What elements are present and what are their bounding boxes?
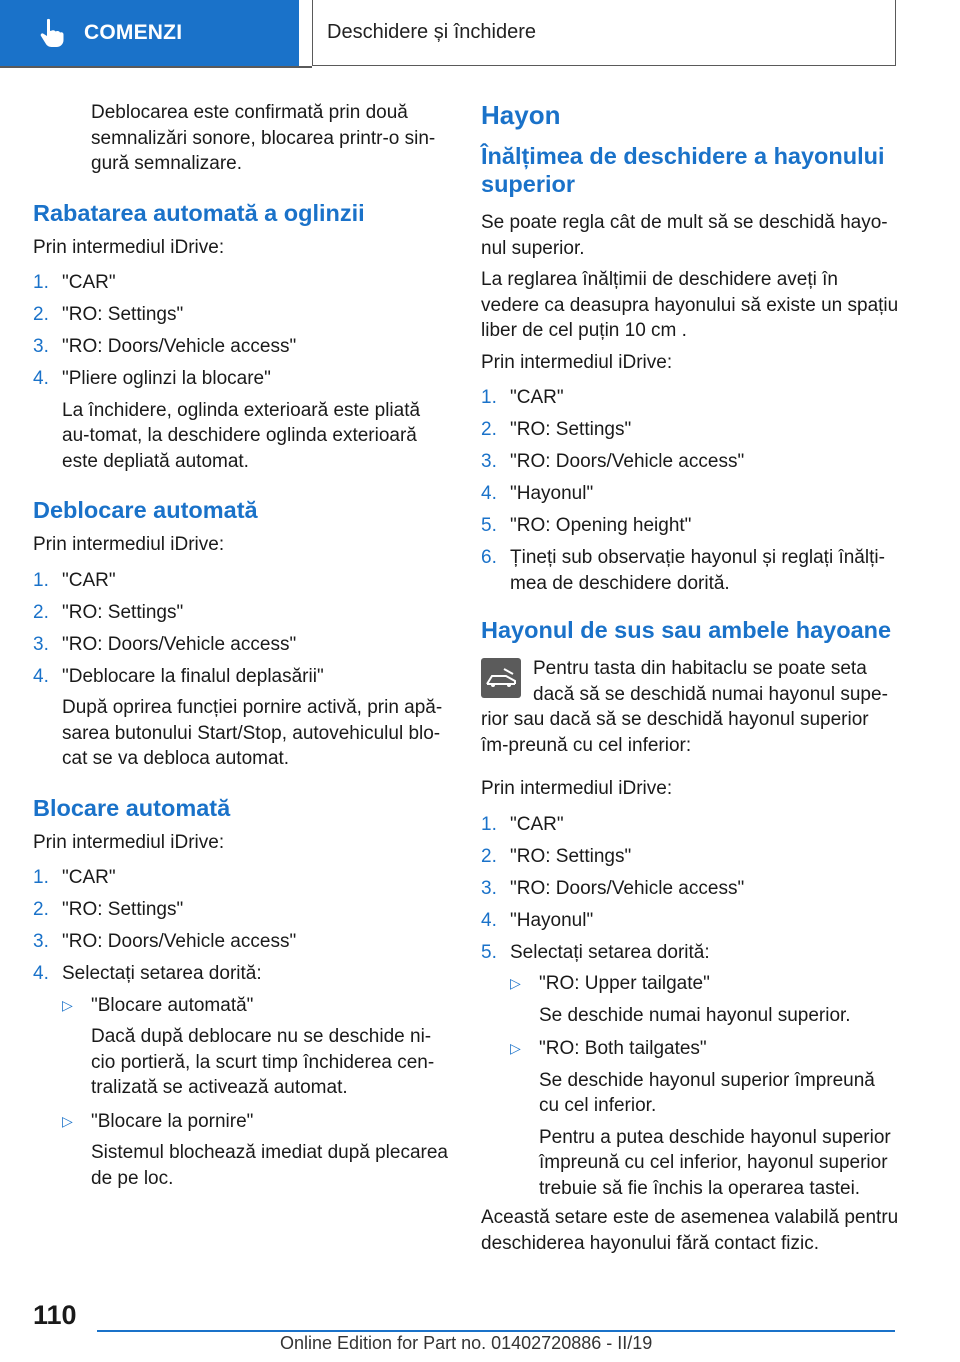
step-description: La închidere, oglinda exterioară este pliată au-tomat, la deschidere oglinda exterioară este depliată automat.	[62, 399, 421, 472]
list-item	[33, 897, 451, 923]
section-heading-auto-lock: Blocare automată	[33, 794, 231, 821]
list-item	[481, 908, 899, 934]
tailgate-options	[510, 971, 899, 1201]
section-heading-mirrors: Rabatarea automată a oglinzii	[33, 199, 365, 226]
list-item	[33, 568, 451, 594]
paragraph: La reglarea înălțimii de deschidere aveți în vedere ca deasupra hayonului să existe un spațiu liber de cel puțin 10 cm .	[481, 269, 899, 341]
list-item	[481, 812, 899, 838]
list-item	[62, 993, 451, 1101]
step-text: "RO: Settings"	[510, 845, 632, 867]
auto-lock-options	[62, 993, 451, 1192]
step-text: "CAR"	[62, 867, 116, 888]
auto-unlock-steps	[33, 568, 451, 772]
step-text: "Hayonul"	[510, 909, 594, 931]
list-item	[481, 844, 899, 870]
step-number: 1.	[481, 387, 497, 408]
option-text: "Blocare la pornire"	[91, 1110, 254, 1132]
list-item	[481, 417, 899, 443]
step-text: "Deblocare la finalul deplasării"	[62, 665, 324, 687]
triangle-bullet-icon: ▷	[62, 996, 73, 1013]
step-number: 4.	[33, 665, 49, 687]
option-description: Se deschide numai hayonul superior.	[539, 1004, 851, 1026]
paragraph: Se poate regla cât de mult să se deschidă hayo-nul superior.	[481, 212, 888, 259]
step-description: După oprirea funcției pornire activă, prin apă-sarea butonului Start/Stop, autovehiculul blo-cat se va debloca automat.	[62, 697, 443, 769]
step-text: Selectați setarea dorită:	[62, 963, 262, 984]
step-number: 2.	[33, 899, 49, 920]
option-note: Pentru a putea deschide hayonul superior împreună cu cel inferior, hayonul superior trebuie să fie închis la operarea tastei.	[539, 1126, 891, 1199]
list-item	[33, 600, 451, 626]
page-header	[0, 0, 960, 68]
upper-or-both-steps	[481, 812, 899, 1202]
section-heading-auto-unlock: Deblocare automată	[33, 497, 258, 523]
step-text: "Pliere oglinzi la blocare"	[62, 368, 271, 389]
step-number: 2.	[33, 304, 49, 325]
step-number: 4.	[33, 963, 49, 984]
triangle-bullet-icon: ▷	[510, 975, 521, 991]
subsection-heading-opening-height: Înălțimea de deschidere a hayonului superior	[481, 143, 885, 197]
section-tab-label: Deschidere și închidere	[327, 21, 536, 43]
list-item	[481, 940, 899, 1202]
step-text: "RO: Settings"	[62, 899, 184, 920]
step-number: 3.	[481, 877, 497, 899]
page-number: 110	[33, 1300, 77, 1330]
step-number: 4.	[33, 368, 49, 389]
step-number: 2.	[33, 601, 49, 623]
step-number: 5.	[481, 941, 497, 963]
edition-label: Online Edition for Part no. 01402720886 - II/19	[280, 1333, 653, 1353]
idrive-intro: Prin intermediul iDrive:	[481, 351, 673, 373]
step-text: "CAR"	[62, 272, 116, 293]
opening-height-steps	[481, 385, 899, 596]
auto-lock-steps	[33, 865, 451, 1191]
step-text: "RO: Settings"	[510, 419, 632, 440]
list-item	[33, 366, 451, 474]
step-number: 1.	[33, 272, 49, 293]
step-number: 3.	[481, 451, 497, 472]
list-item	[481, 513, 899, 539]
list-item	[481, 545, 899, 596]
closing-paragraph: Această setare este de asemenea valabilă pentru deschiderea hayonului fără contact fizic.	[481, 1207, 899, 1254]
step-text: "CAR"	[510, 813, 564, 835]
triangle-bullet-icon: ▷	[510, 1040, 521, 1056]
list-item	[33, 664, 451, 772]
list-item	[33, 334, 451, 360]
step-number: 1.	[481, 813, 497, 835]
chapter-tab[interactable]	[0, 0, 299, 66]
option-text: "RO: Both tailgates"	[539, 1038, 707, 1059]
idrive-intro: Prin intermediul iDrive:	[481, 778, 673, 799]
step-text: "RO: Settings"	[62, 304, 184, 325]
list-item	[62, 1109, 451, 1192]
idrive-intro: Prin intermediul iDrive:	[33, 236, 225, 258]
step-text: "Hayonul"	[510, 483, 594, 504]
option-description: Se deschide hayonul superior împreună cu cel inferior.	[539, 1069, 875, 1116]
idrive-intro: Prin intermediul iDrive:	[33, 831, 225, 853]
list-item	[33, 865, 451, 891]
header-divider	[0, 66, 312, 68]
step-number: 1.	[33, 867, 49, 888]
step-text: "CAR"	[510, 387, 564, 408]
note-text: Pentru tasta din habitaclu se poate seta dacă să se deschidă numai hayonul supe-rior sau dacă să se deschidă hayonul superior îm-preună cu cel inferior:	[481, 658, 888, 756]
step-text: "RO: Doors/Vehicle access"	[62, 931, 297, 952]
list-item	[510, 1036, 899, 1201]
step-number: 4.	[481, 483, 497, 504]
step-number: 4.	[481, 909, 497, 931]
step-number: 1.	[33, 569, 49, 591]
intro-paragraph: Deblocarea este confirmată prin două semnalizări sonore, blocarea printr-o sin-gură semnalizare.	[91, 102, 436, 174]
subsection-heading-upper-or-both: Hayonul de sus sau ambele hayoane	[481, 617, 892, 643]
triangle-bullet-icon: ▷	[62, 1112, 73, 1129]
step-text: "RO: Opening height"	[510, 515, 692, 536]
section-tab[interactable]	[312, 0, 896, 66]
list-item	[33, 632, 451, 658]
option-description: Dacă după deblocare nu se deschide ni-cio portieră, la scurt timp închiderea cen-tralizată se activează automat.	[91, 1026, 435, 1098]
step-number: 2.	[481, 419, 497, 440]
step-text: "RO: Doors/Vehicle access"	[510, 451, 745, 472]
footer-divider	[97, 1330, 895, 1332]
step-text: "RO: Doors/Vehicle access"	[62, 336, 297, 357]
right-column	[481, 100, 899, 1262]
step-text: "CAR"	[62, 569, 116, 591]
list-item	[481, 876, 899, 902]
step-number: 3.	[33, 633, 49, 655]
list-item	[33, 302, 451, 328]
idrive-intro: Prin intermediul iDrive:	[33, 534, 225, 555]
step-text: Țineți sub observație hayonul și reglați înălți-mea de deschidere dorită.	[510, 547, 885, 594]
tailgate-button-icon	[481, 658, 521, 698]
step-text: "RO: Doors/Vehicle access"	[62, 633, 297, 655]
option-text: "RO: Upper tailgate"	[539, 973, 710, 994]
option-text: "Blocare automată"	[91, 994, 254, 1016]
list-item	[33, 961, 451, 1191]
list-item	[33, 929, 451, 955]
list-item	[481, 481, 899, 507]
hand-pointer-icon	[38, 17, 66, 49]
list-item	[33, 270, 451, 296]
step-text: "RO: Settings"	[62, 601, 184, 623]
step-number: 3.	[33, 336, 49, 357]
tailgate-button-note	[481, 656, 899, 758]
step-number: 2.	[481, 845, 497, 867]
step-number: 6.	[481, 547, 497, 568]
mirrors-steps	[33, 270, 451, 474]
list-item	[481, 385, 899, 411]
section-heading-hayon: Hayon	[481, 100, 561, 130]
step-text: Selectați setarea dorită:	[510, 941, 710, 963]
option-description: Sistemul blochează imediat după plecarea de pe loc.	[91, 1142, 448, 1189]
list-item	[510, 971, 899, 1028]
step-text: "RO: Doors/Vehicle access"	[510, 877, 745, 899]
list-item	[481, 449, 899, 475]
left-column	[33, 100, 451, 1199]
step-number: 5.	[481, 515, 497, 536]
chapter-tab-label: COMENZI	[84, 21, 183, 44]
step-number: 3.	[33, 931, 49, 952]
